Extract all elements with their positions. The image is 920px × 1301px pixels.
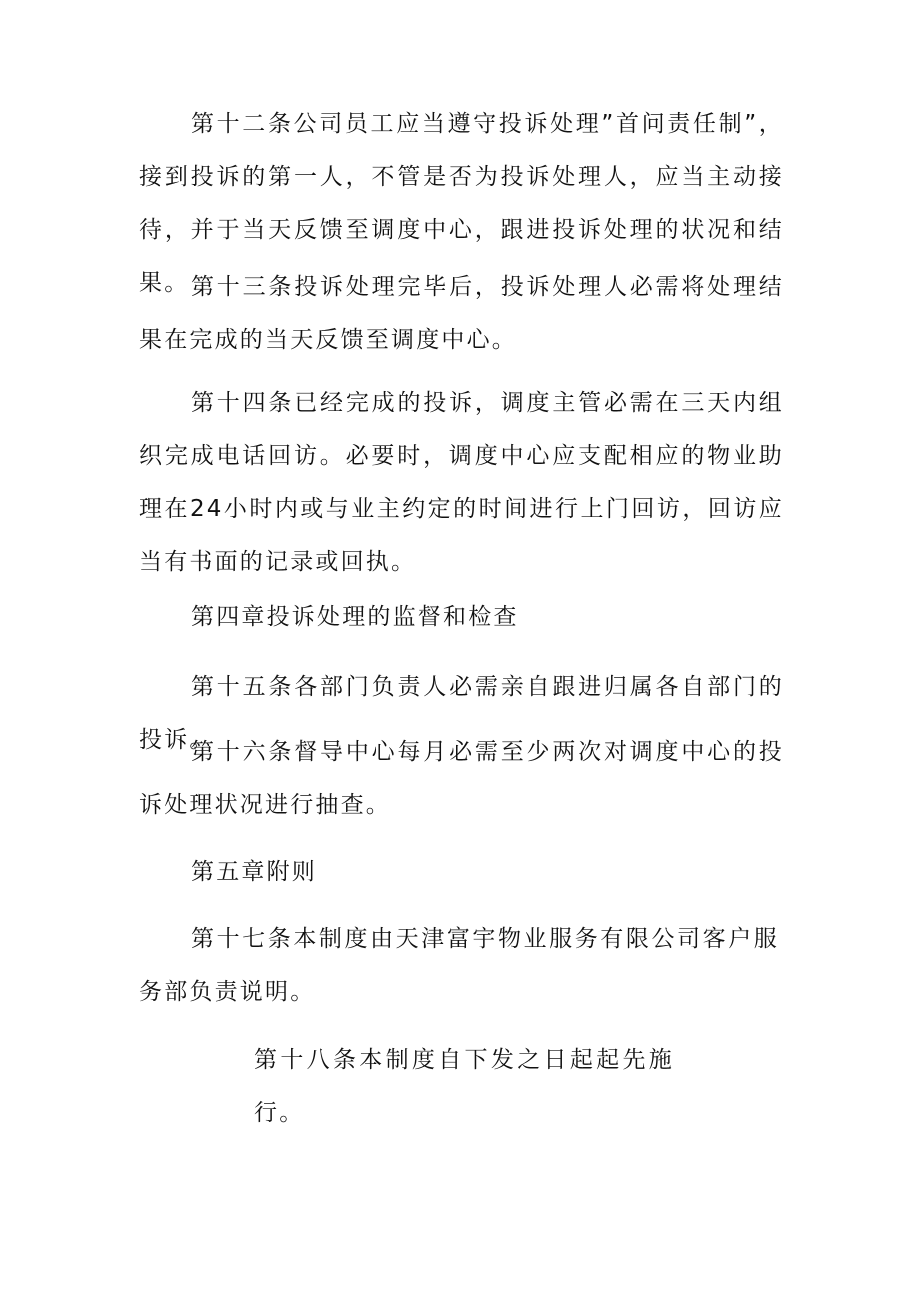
article-18-paragraph: 第十八条本制度自下发之日起起先施行。 [254,1047,674,1126]
article-16-paragraph: 第十六条督导中心每月必需至少两次对调度中心的投诉处理状况进行抽查。 [139,739,784,818]
article-17-paragraph: 第十七条本制度由天津富宇物业服务有限公司客户服务部负责说明。 [139,926,779,1005]
chapter-4-heading: 第四章投诉处理的监督和检查 [191,604,519,630]
article-13-paragraph: 第十三条投诉处理完毕后，投诉处理人必需将处理结果在完成的当天反馈至调度中心。 [139,274,784,353]
article-15-paragraph: 第十五条各部门负责人必需亲自跟进归属各自部门的投诉。 [139,674,784,753]
article-12-paragraph: 第十二条公司员工应当遵守投诉处理”首问责任制”，接到投诉的第一人，不管是否为投诉处理人，应当主动接待，并于当天反馈至调度中心，跟进投诉处理的状况和结果。 [139,111,784,296]
chapter-5-heading: 第五章附则 [191,859,317,885]
article-14-paragraph: 第十四条已经完成的投诉，调度主管必需在三天内组织完成电话回访。必要时，调度中心应支配相应的物业助理在24小时内或与业主约定的时间进行上门回访，回访应当有书面的记录或回执。 [139,390,784,575]
